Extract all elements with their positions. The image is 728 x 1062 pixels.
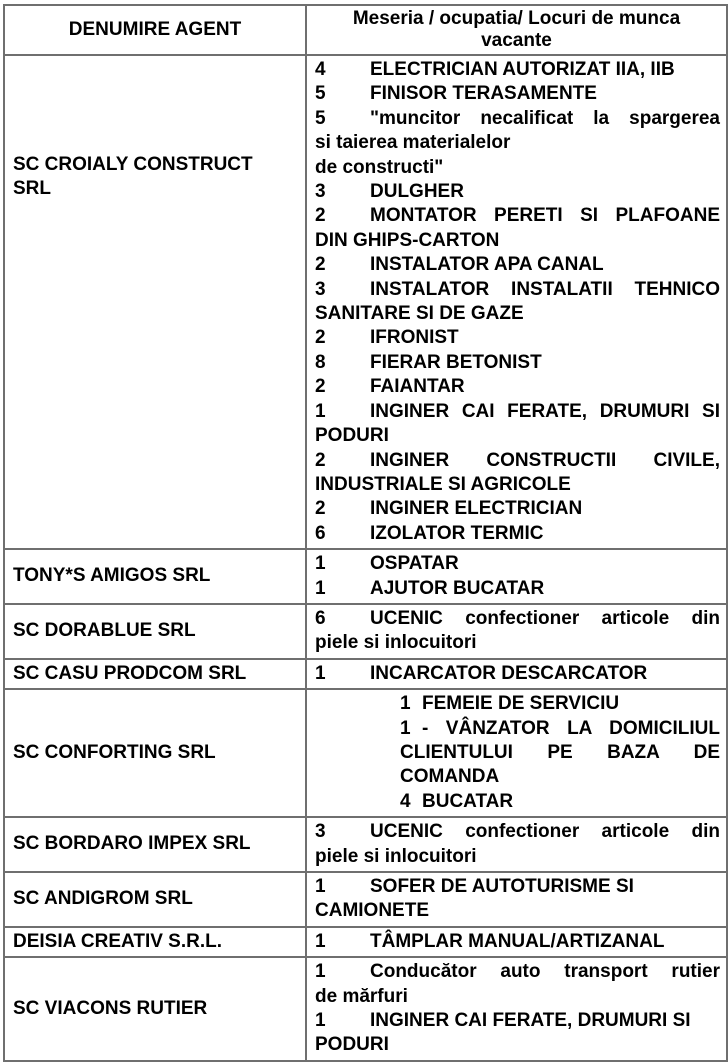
job-line [315,400,720,424]
job-line [315,577,720,601]
agent-cell [4,872,306,927]
job-title: AJUTOR BUCATAR [370,577,545,599]
job-line [315,552,720,576]
job-title: PODURI [315,1034,389,1056]
job-line [315,607,720,631]
job-line [315,278,720,302]
jobs-cell [306,55,727,549]
vacancy-count: 8 [315,351,326,373]
jobs-cell [306,689,727,817]
job-title: PODURI [315,425,389,447]
vacancy-count: 2 [315,449,326,471]
job-line [315,449,720,473]
job-line [315,845,720,869]
vacancy-count: 2 [315,376,326,398]
job-line [400,741,720,765]
agent-name-line: SC CROIALY CONSTRUCT [13,154,253,175]
job-title: "muncitor necalificat la spargerea [370,107,720,129]
table-row [4,604,727,659]
job-line [315,131,720,155]
job-line [400,692,720,716]
header-cell-agent [4,5,306,55]
jobs-cell [306,604,727,659]
agent-name-line: SRL [13,178,51,200]
jobs-cell [306,957,727,1061]
job-line [315,180,720,204]
vacancy-count: 2 [315,254,326,276]
table-row [4,689,727,817]
vacancy-count: 1 [315,662,326,684]
agent-cell [4,689,306,817]
job-line [315,302,720,326]
table-row [4,659,727,689]
vacancy-count: 4 [315,59,326,80]
job-title: de constructi" [315,156,444,178]
job-title: FINISOR TERASAMENTE [370,83,597,105]
table-row [4,927,727,957]
table-header-row [4,5,727,55]
table-row [4,55,727,549]
job-title: Conducător auto transport rutier [370,961,720,983]
agent-cell [4,927,306,957]
header-label-jobs-line1: Meseria / ocupatia/ Locuri de munca [352,8,681,29]
job-title: SANITARE SI DE GAZE [315,303,524,325]
vacancy-count: 1 [315,400,326,422]
job-title: IFRONIST [370,327,459,349]
job-line [315,82,720,106]
job-line [315,58,720,82]
job-title: UCENIC confectioner articole din [370,607,720,629]
vacancy-count: 2 [315,327,326,349]
vacancy-count: 3 [315,181,326,203]
job-title: INGINER CAI FERATE, DRUMURI SI [370,400,720,422]
job-title: TÂMPLAR MANUAL/ARTIZANAL [370,930,665,952]
agent-cell [4,604,306,659]
job-title: FEMEIE DE SERVICIU [422,693,620,715]
job-title: INDUSTRIALE SI AGRICOLE [315,473,571,495]
agent-cell [4,659,306,689]
job-line [315,351,720,375]
job-line [315,930,720,954]
job-title: CLIENTULUI PE BAZA DE [400,741,720,763]
job-line [315,497,720,521]
job-title: SOFER DE AUTOTURISME SI [370,876,634,897]
jobs-cell [306,659,727,689]
job-title: DIN GHIPS-CARTON [315,229,500,251]
job-title: INGINER CONSTRUCTII CIVILE, [370,449,720,471]
vacancy-count: 1 [315,961,326,983]
job-title: de mărfuri [315,985,408,1007]
vacancy-count: 6 [315,522,326,544]
job-line [315,326,720,350]
table-row [4,872,727,927]
job-line [315,229,720,253]
table-row [4,549,727,604]
job-title: INCARCATOR DESCARCATOR [370,662,648,684]
job-line [400,717,720,741]
header-label-jobs-line2: vacante [481,30,552,51]
job-title: ELECTRICIAN AUTORIZAT IIA, IIB [370,59,675,80]
agent-name-line: SC CASU PRODCOM SRL [13,662,247,684]
vacancy-count: 5 [315,83,326,105]
job-title: UCENIC confectioner articole din [370,821,720,843]
vacancy-count: 3 [315,278,326,300]
vacancy-count: 1 [315,930,326,952]
agent-name-line: SC DORABLUE SRL [13,620,196,642]
vacancy-count: 2 [315,498,326,520]
job-title: FAIANTAR [370,376,465,398]
agent-name-line: DEISIA CREATIV S.R.L. [13,930,223,952]
vacancy-count: 1 [315,577,326,599]
vacancy-count: 6 [315,607,326,629]
job-line [315,1033,720,1057]
agent-name-line: SC ANDIGROM SRL [13,888,193,910]
job-title: FIERAR BETONIST [370,351,542,373]
vacancy-table [3,4,728,1062]
job-title: INSTALATOR INSTALATII TEHNICO [370,278,720,300]
job-line [315,662,720,686]
job-title: si taierea materialelor [315,132,511,154]
vacancy-count: 1 [400,693,411,715]
vacancy-count: 1 [315,1010,326,1032]
job-line [315,1009,720,1033]
job-title: INSTALATOR APA CANAL [370,254,604,276]
job-line [315,820,720,844]
job-line [315,156,720,180]
job-title: piele si inlocuitori [315,632,477,654]
agent-cell [4,957,306,1061]
jobs-cell [306,927,727,957]
job-title: MONTATOR PERETI SI PLAFOANE [370,205,720,227]
job-line [315,204,720,228]
job-line [400,790,720,814]
job-title: OSPATAR [370,553,459,575]
job-title: IZOLATOR TERMIC [370,522,544,544]
job-line [315,631,720,655]
agent-name-line: SC BORDARO IMPEX SRL [13,833,251,855]
vacancy-count: 4 [400,790,411,812]
jobs-cell [306,549,727,604]
job-title: - VÂNZATOR LA DOMICILIUL [422,717,720,739]
agent-cell [4,549,306,604]
vacancy-count: 1 [315,553,326,575]
job-title: DULGHER [370,181,464,203]
job-line [315,424,720,448]
vacancy-count: 3 [315,821,326,843]
job-line [315,985,720,1009]
jobs-cell [306,817,727,872]
job-line [315,875,720,899]
job-title: piele si inlocuitori [315,845,477,867]
header-label-agent: DENUMIRE AGENT [68,19,242,40]
job-title: INGINER ELECTRICIAN [370,498,583,520]
header-cell-jobs [306,5,727,55]
job-title: INGINER CAI FERATE, DRUMURI SI [370,1010,691,1032]
job-title: COMANDA [400,766,500,788]
vacancy-count: 1 [400,717,411,739]
job-line [315,253,720,277]
job-line [315,375,720,399]
agent-cell [4,817,306,872]
job-line [315,473,720,497]
vacancy-count: 1 [315,876,326,897]
agent-name-line: SC CONFORTING SRL [13,741,216,763]
jobs-cell [306,872,727,927]
job-line [315,899,720,923]
vacancy-count: 2 [315,205,326,227]
job-title: CAMIONETE [315,900,429,922]
job-line [315,960,720,984]
job-line [315,522,720,546]
vacancy-count: 5 [315,107,326,129]
agent-name-line: TONY*S AMIGOS SRL [13,565,211,587]
job-line [315,107,720,131]
agent-cell [4,55,306,549]
job-line [400,765,720,789]
table-row [4,957,727,1061]
agent-name-line: SC VIACONS RUTIER [13,997,208,1019]
table-row [4,817,727,872]
job-title: BUCATAR [422,790,514,812]
